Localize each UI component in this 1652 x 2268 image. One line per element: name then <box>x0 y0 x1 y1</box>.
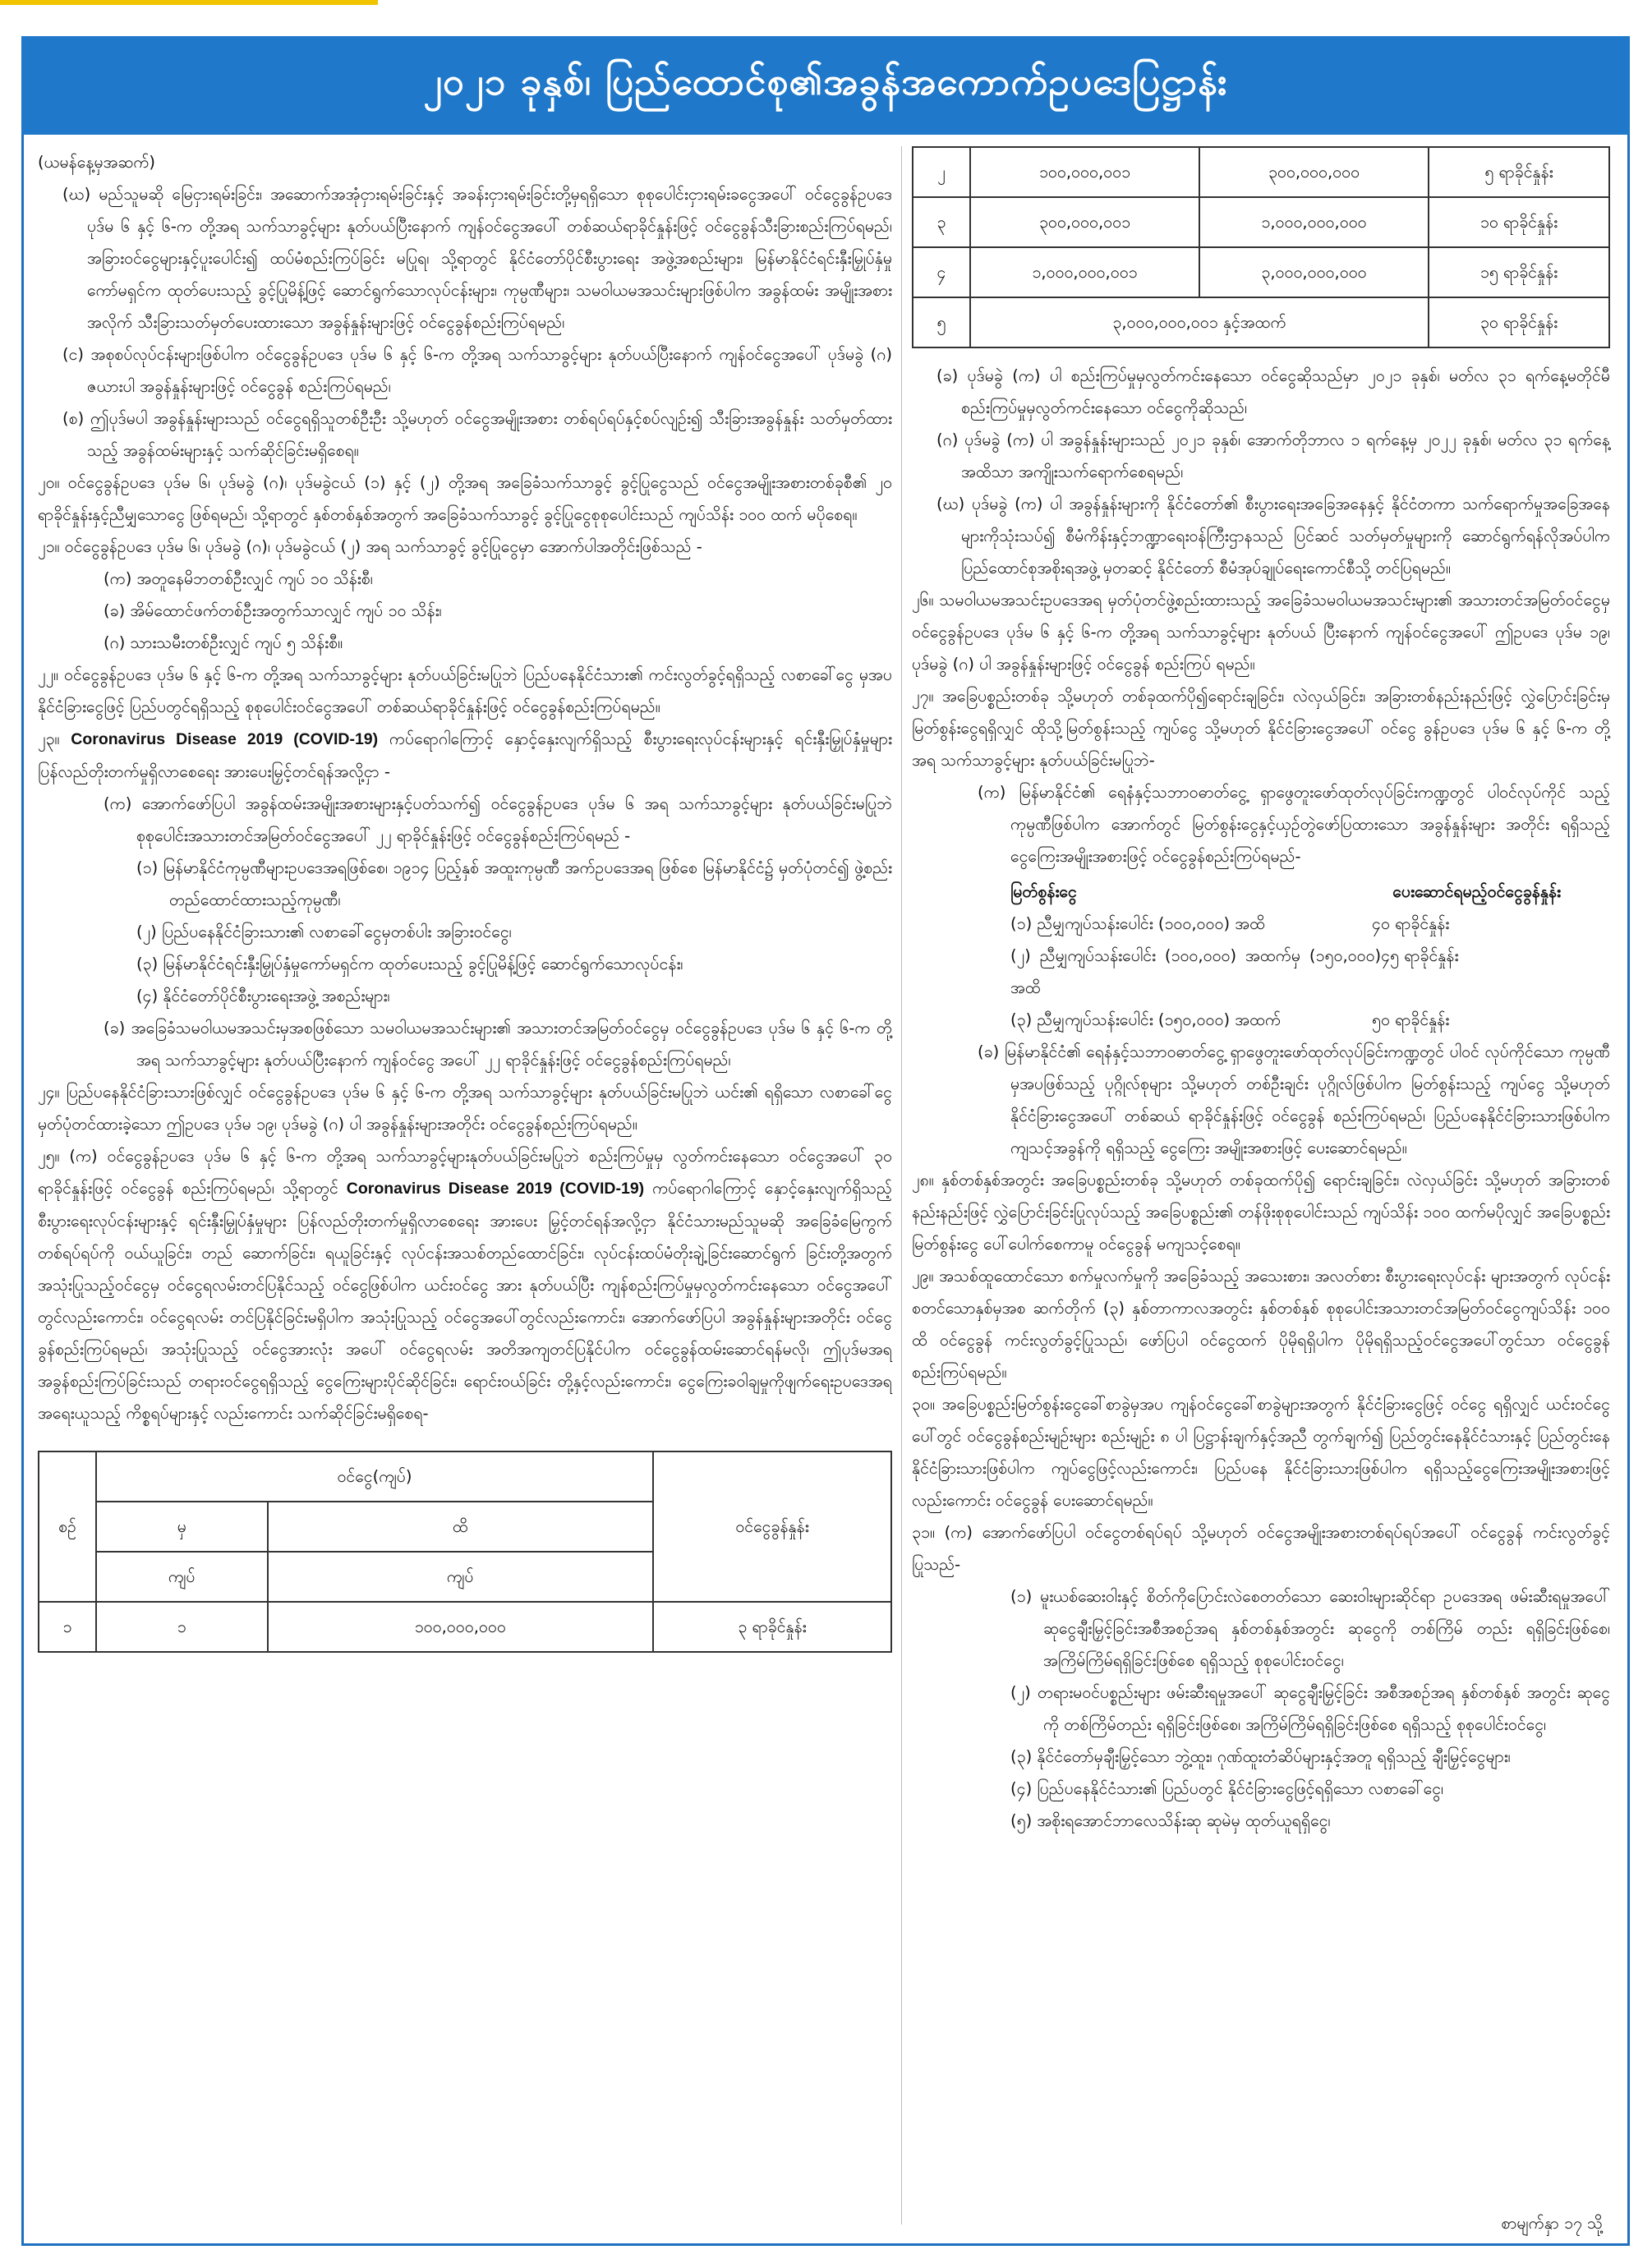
rate-range: (၂) ညီမျှကျပ်သန်းပေါင်း (၁၀၀,၀၀၀) အထက်မှ (၁၅၀,၀၀၀) အထိ <box>1010 946 1382 997</box>
table-header-to: ထိ <box>268 1502 653 1552</box>
para-sa: (စ) ဤပုဒ်မပါ အခွန်နှုန်းများသည် ဝင်ငွေရရှိသူတစ်ဦးဦး သို့မဟုတ် ဝင်ငွေအမျိုးအစား တစ်ရပ်ရပ်နှင့်စပ်လျဉ်း၍ သီးခြားအခွန်နှုန်း သတ်မှတ်ထားသည့် အခွန်ထမ်းများနှင့် သက်ဆိုင်ခြင်းမရှိစေရ။ <box>62 409 892 460</box>
section-31-1: (၁) မူးယစ်ဆေးဝါးနှင့် စိတ်ကိုပြောင်းလဲစေတတ်သော ဆေးဝါးများဆိုင်ရာ ဥပဒေအရ ဖမ်းဆီးရမှုအပေါ် ဆုငွေချီးမြှင့်ခြင်းအစီအစဉ်အရ နှစ်တစ်နှစ်အတွင်း ဆုငွေကို တစ်ကြိမ် တည်း ရရှိခြင်းဖြစ်စေ၊ အကြိမ်ကြိမ်ရရှိခြင်းဖြစ်စေ ရရှိသည့် စုစုပေါင်းဝင်ငွေ၊ <box>1010 1587 1610 1670</box>
section-31-2: (၂) တရားမဝင်ပစ္စည်းများ ဖမ်းဆီးရမှုအပေါ် ဆုငွေချီးမြှင့်ခြင်း အစီအစဉ်အရ နှစ်တစ်နှစ် အတွင်း ဆုငွေကို တစ်ကြိမ်တည်း ရရှိခြင်းဖြစ်စေ၊ အကြိမ်ကြိမ်ရရှိခြင်းဖြစ်စေ ရရှိသည့် စုစုပေါင်းဝင်ငွေ၊ <box>1010 1683 1610 1734</box>
rate-head-right: ပေးဆောင်ရမည့်ဝင်ငွေခွန်နှုန်း <box>1392 882 1561 901</box>
table-cell: ၁၀၀,၀၀၀,၀၀၀ <box>268 1602 653 1652</box>
table-cell: ၃,၀၀၀,၀၀၀,၀၀၀ <box>1199 247 1429 297</box>
para-gha: (ဃ) မည်သူမဆို မြေငှားရမ်းခြင်း၊ အဆောက်အအုံငှားရမ်းခြင်းနှင့် အခန်းငှားရမ်းခြင်းတို့မှရရှိသော စုစုပေါင်းငှားရမ်းခငွေအပေါ် ဝင်ငွေခွန်ဥပဒေ ပုဒ်မ ၆ နှင့် ၆-က တို့အရ သက်သာခွင့်များ နုတ်ပယ်ပြီးနောက် ကျန်ဝင်ငွေအပေါ် တစ်ဆယ်ရာခိုင်နှုန်းဖြင့် ဝင်ငွေခွန်သီးခြားစည်းကြပ်ရမည်၊ အခြားဝင်ငွေများနှင့်ပူးပေါင်း၍ ထပ်မံစည်းကြပ်ခြင်း မပြုရ၊ သို့ရာတွင် နိုင်ငံတော်ပိုင်စီးပွားရေး အဖွဲ့အစည်းများ၊ မြန်မာနိုင်ငံရင်းနှီးမြှုပ်နှံမှုကော်မရှင်က ထုတ်ပေးသည့် ခွင့်ပြုမိန့်ဖြင့် ဆောင်ရွက်သောလုပ်ငန်းများ၊ ကုမ္ပဏီများ၊ သမဝါယမအသင်းများဖြစ်ပါက အခွန်ထမ်း အမျိုးအစားအလိုက် သီးခြားသတ်မှတ်ပေးထားသော အခွန်နှုန်းများဖြင့် ဝင်ငွေခွန်စည်းကြပ်ရမည်၊ <box>62 185 892 332</box>
section-23-ka-4: (၄) နိုင်ငံတော်ပိုင်စီးပွားရေးအဖွဲ့ အစည်းများ၊ <box>136 987 390 1005</box>
column-divider <box>901 146 902 2224</box>
rate-table-head <box>912 876 1610 908</box>
table-cell: ၃၀၀,၀၀၀,၀၀၀ <box>1199 147 1429 197</box>
section-29: ၂၉။ အသစ်ထူထောင်သော စက်မှုလက်မှုကို အခြေခံသည့် အသေးစား၊ အလတ်စား စီးပွားရေးလုပ်ငန်း များအတွက် လုပ်ငန်းစတင်သောနှစ်မှအစ ဆက်တိုက် (၃) နှစ်တာကာလအတွင်း နှစ်တစ်နှစ် စုစုပေါင်းအသားတင်အမြတ်ဝင်ငွေကျပ်သိန်း ၁၀၀ ထိ ဝင်ငွေခွန် ကင်းလွတ်ခွင့်ပြုသည်၊ ဖော်ပြပါ ဝင်ငွေထက် ပိုမိုရရှိပါက ပိုမိုရရှိသည့်ဝင်ငွေအပေါ်တွင်သာ ဝင်ငွေခွန်စည်းကြပ်ရမည်။ <box>912 1267 1610 1382</box>
rate-range: (၃) ညီမျှကျပ်သန်းပေါင်း (၁၅၀,၀၀၀) အထက် <box>1010 1010 1282 1029</box>
section-23 <box>38 723 892 788</box>
tax-table-head <box>38 1451 892 1653</box>
tax-table-cont <box>912 146 1610 348</box>
section-21-ga: (ဂ) သားသမီးတစ်ဦးလျှင် ကျပ် ၅ သိန်းစီ။ <box>104 633 343 652</box>
section-23-ka-3: (၃) မြန်မာနိုင်ငံရင်းနှီးမြှုပ်နှံမှုကော်မရှင်က ထုတ်ပေးသည့် ခွင့်ပြုမိန့်ဖြင့် ဆောင်ရွက်သောလုပ်ငန်း၊ <box>136 955 683 973</box>
para-nga: (င) အစုစပ်လုပ်ငန်းများဖြစ်ပါက ဝင်ငွေခွန်ဥပဒေ ပုဒ်မ ၆ နှင့် ၆-က တို့အရ သက်သာခွင့်များ နုတ်ပယ်ပြီးနောက် ကျန်ဝင်ငွေအပေါ် ပုဒ်မခွဲ (ဂ) ဇယားပါ အခွန်နှုန်းများဖြင့် ဝင်ငွေခွန် စည်းကြပ်ရမည်၊ <box>62 345 892 396</box>
table-header-income: ဝင်ငွေ(ကျပ်) <box>96 1451 653 1502</box>
rate-range: (၁) ညီမျှကျပ်သန်းပေါင်း (၁၀၀,၀၀၀) အထိ <box>1010 914 1266 933</box>
section-30: ၃၀။ အခြေပစ္စည်းမြတ်စွန်းငွေခေါ်စာခွဲမှအပ ကျန်ဝင်ငွေခေါ်စာခွဲများအတွက် နိုင်ငံခြားငွေဖြင့် ဝင်ငွေ ရရှိလျှင် ယင်းဝင်ငွေပေါ်တွင် ဝင်ငွေခွန်စည်းမျဉ်းများ စည်းမျဉ်း ၈ ပါ ပြဋ္ဌာန်းချက်နှင့်အညီ တွက်ချက်၍ ပြည်တွင်းနေနိုင်ငံသားနှင့် ပြည်တွင်းနေနိုင်ငံခြားသားဖြစ်ပါက ကျပ်ငွေဖြင့်လည်းကောင်း၊ ပြည်ပနေ နိုင်ငံခြားသားဖြစ်ပါက ရရှိသည့်ငွေကြေးအမျိုးအစားဖြင့်လည်းကောင်း ဝင်ငွေခွန် ပေးဆောင်ရမည်။ <box>912 1395 1610 1510</box>
page-continuation-note: စာမျက်နှာ ၁၇ သို့ <box>1501 2214 1603 2233</box>
table-row <box>913 247 1609 297</box>
table-cell: ၃,၀၀၀,၀၀၀,၀၀၁ နှင့်အထက် <box>970 297 1429 347</box>
section-31-3: (၃) နိုင်ငံတော်မှချီးမြှင့်သော ဘွဲ့ထူး၊ ဂုဏ်ထူးတံဆိပ်များနှင့်အတူ ရရှိသည့် ချီးမြှင့်ငွေများ၊ <box>1010 1747 1511 1766</box>
section-23-ka-2: (၂) ပြည်ပနေနိုင်ငံခြားသား၏ လစာခေါ်ငွေမှတစ်ပါး အခြားဝင်ငွေ၊ <box>136 922 512 941</box>
covid-term-2: Coronavirus Disease 2019 (COVID-19) <box>346 1180 645 1198</box>
rate-row <box>912 908 1610 940</box>
section-25-text-cont: ကပ်ရောဂါကြောင့် နှောင့်နှေးလျက်ရှိသည့် စီးပွားရေးလုပ်ငန်းများနှင့် ရင်းနှီးမြှုပ်နှံမှုများ ပြန်လည်တိုးတက်မှုရှိလာစေရေး အားပေး မြှင့်တင်ရန်အလို့ငှာ နိုင်ငံသားမည်သူမဆို အခြေခံမြေကွက်တစ်ရပ်ရပ်ကို ဝယ်ယူခြင်း၊ တည် ဆောက်ခြင်း၊ ရယူခြင်းနှင့် လုပ်ငန်းအသစ်တည်ထောင်ခြင်း၊ လုပ်ငန်းထပ်မံတိုးချဲ့ခြင်းဆောင်ရွက် ခြင်းတို့အတွက် အသုံးပြုသည့်ဝင်ငွေမှ ဝင်ငွေရလမ်းတင်ပြနိုင်သည့် ဝင်ငွေဖြစ်ပါက ယင်းဝင်ငွေ အား နုတ်ပယ်ပြီး ကျန်စည်းကြပ်မှုမှလွတ်ကင်းနေသော ဝင်ငွေအပေါ်တွင်လည်းကောင်း၊ ဝင်ငွေရလမ်း တင်ပြနိုင်ခြင်းမရှိပါက အသုံးပြုသည့် ဝင်ငွေအပေါ်တွင်လည်းကောင်း၊ အောက်ဖော်ပြပါ အခွန်နှုန်းများအတိုင်း ဝင်ငွေခွန်စည်းကြပ်ရမည်၊ အသုံးပြုသည့် ဝင်ငွေအားလုံး အပေါ် ဝင်ငွေရလမ်း အတိအကျတင်ပြနိုင်ပါက ဝင်ငွေခွန်ထမ်းဆောင်ရန်မလို၊ ဤပုဒ်မအရ အခွန်စည်းကြပ်ခြင်းသည် တရားဝင်ငွေရရှိသည့် ငွေကြေးများပိုင်ဆိုင်ခြင်း၊ ရောင်းဝယ်ခြင်း တို့နှင့်လည်းကောင်း၊ ငွေကြေးခဝါချမှုကိုဖျက်ရေးဥပဒေအရ အရေးယူသည့် ကိစ္စရပ်များနှင့် လည်းကောင်း သက်ဆိုင်ခြင်းမရှိစေရ- <box>38 1179 892 1423</box>
rate-row <box>912 940 1610 1004</box>
table-header-serial: စဉ် <box>39 1451 96 1602</box>
para-25-gha: (ဃ) ပုဒ်မခွဲ (က) ပါ အခွန်နှုန်းများကို နိုင်ငံတော်၏ စီးပွားရေးအခြေအနေနှင့် နိုင်ငံတကာ သက်ရောက်မှုအခြေအနေများကိုသုံးသပ်၍ စီမံကိန်းနှင့်ဘဏ္ဍာရေးဝန်ကြီးဌာနသည် ပြင်ဆင် သတ်မှတ်မှုများကို ဆောင်ရွက်ရန်လိုအပ်ပါက ပြည်ထောင်စုအစိုးရအဖွဲ့ မှတဆင့် နိုင်ငံတော် စီမံအုပ်ချုပ်ရေးကောင်စီသို့ တင်ပြရမည်။ <box>936 495 1610 577</box>
table-cell: ၃ ရာခိုင်နှုန်း <box>653 1602 891 1652</box>
section-20: ၂၀။ ဝင်ငွေခွန်ဥပဒေ ပုဒ်မ ၆၊ ပုဒ်မခွဲ (ဂ)၊ ပုဒ်မခွဲငယ် (၁) နှင့် (၂) တို့အရ အခြေခံသက်သာခွင့် ခွင့်ပြုငွေသည် ဝင်ငွေအမျိုးအစားတစ်ခုစီ၏ ၂၀ ရာခိုင်နှုန်းနှင့်ညီမျှသောငွေ ဖြစ်ရမည်၊ သို့ရာတွင် နှစ်တစ်နှစ်အတွက် အခြေခံသက်သာခွင့် ခွင့်ပြုငွေစုစုပေါင်းသည် ကျပ်သိန်း ၁၀၀ ထက် မပိုစေရ။ <box>38 473 892 524</box>
table-cell: ၁,၀၀၀,၀၀၀,၀၀၀ <box>1199 197 1429 247</box>
section-26: ၂၆။ သမဝါယမအသင်းဥပဒေအရ မှတ်ပုံတင်ဖွဲ့စည်းထားသည့် အခြေခံသမဝါယမအသင်းများ၏ အသားတင်အမြတ်ဝင်ငွေမှ ဝင်ငွေခွန်ဥပဒေ ပုဒ်မ ၆ နှင့် ၆-က တို့အရ သက်သာခွင့်များ နုတ်ပယ် ပြီးနောက် ကျန်ဝင်ငွေအပေါ် ဤဥပဒေ ပုဒ်မ ၁၉၊ ပုဒ်မခွဲ (ဂ) ပါ အခွန်နှုန်းများဖြင့် ဝင်ငွေခွန် စည်းကြပ် ရမည်။ <box>912 591 1610 674</box>
table-cell: ၃၀၀,၀၀၀,၀၀၁ <box>970 197 1199 247</box>
para-25-kha: (ခ) ပုဒ်မခွဲ (က) ပါ စည်းကြပ်မှုမှလွတ်ကင်းနေသော ဝင်ငွေဆိုသည်မှာ ၂၀၂၁ ခုနှစ်၊ မတ်လ ၃၁ ရက်နေ့မတိုင်မီ စည်းကြပ်မှုမှလွတ်ကင်းနေသော ဝင်ငွေကိုဆိုသည်၊ <box>936 366 1610 417</box>
table-unit-from: ကျပ် <box>96 1552 268 1602</box>
rate-value: ၄၀ ရာခိုင်နှုန်း <box>1372 914 1450 933</box>
section-31-4: (၄) ပြည်ပနေနိုင်ငံသား၏ ပြည်ပတွင် နိုင်ငံခြားငွေဖြင့်ရရှိသော လစာခေါ်ငွေ၊ <box>1010 1779 1444 1798</box>
section-31-5: (၅) အစိုးရအောင်ဘာလေသိန်းဆု ဆုမဲမှ ထုတ်ယူရရှိငွေ၊ <box>1010 1811 1331 1830</box>
section-25-text: ၂၅။ (က) ဝင်ငွေခွန်ဥပဒေ ပုဒ်မ ၆ နှင့် ၆-က တို့အရ သက်သာခွင့်များနုတ်ပယ်ခြင်းမပြုဘဲ စည်းကြပ်မှုမှ လွတ်ကင်းနေသော ဝင်ငွေအပေါ် ၃၀ ရာခိုင်နှုန်းဖြင့် ဝင်ငွေခွန် စည်းကြပ်ရမည်၊ သို့ရာတွင် <box>38 1147 892 1198</box>
section-23-kha: (ခ) အခြေခံသမဝါယမအသင်းမှအစဖြစ်သော သမဝါယမအသင်းများ၏ အသားတင်အမြတ်ဝင်ငွေမှ ဝင်ငွေခွန်ဥပဒေ ပုဒ်မ ၆ နှင့် ၆-က တို့အရ သက်သာခွင့်များ နုတ်ပယ်ပြီးနောက် ကျန်ဝင်ငွေ အပေါ် ၂၂ ရာခိုင်နှုန်းဖြင့် ဝင်ငွေခွန်စည်းကြပ်ရမည်၊ <box>104 1019 892 1070</box>
rate-value: ၄၅ ရာခိုင်နှုန်း <box>1381 946 1459 965</box>
table-row <box>913 197 1609 247</box>
section-21-kha: (ခ) အိမ်ထောင်ဖက်တစ်ဦးအတွက်သာလျှင် ကျပ် ၁၀ သိန်း၊ <box>104 601 442 620</box>
table-cell: ၅ ရာခိုင်နှုန်း <box>1429 147 1609 197</box>
rate-row <box>912 1004 1610 1036</box>
section-21-ka: (က) အတူနေမိဘတစ်ဦးလျှင် ကျပ် ၁၀ သိန်းစီ၊ <box>104 569 373 588</box>
page-title: ၂၀၂၁ ခုနှစ်၊ ပြည်ထောင်စု၏အခွန်အကောက်ဥပဒေပြဋ္ဌာန်း <box>21 36 1630 135</box>
table-cell: ၁,၀၀၀,၀၀၀,၀၀၁ <box>970 247 1199 297</box>
section-24: ၂၄။ ပြည်ပနေနိုင်ငံခြားသားဖြစ်လျှင် ဝင်ငွေခွန်ဥပဒေ ပုဒ်မ ၆ နှင့် ၆-က တို့အရ သက်သာခွင့်များ နုတ်ပယ်ခြင်းမပြုဘဲ ယင်း၏ ရရှိသော လစာခေါ်ငွေမှတ်ပုံတင်ထားခဲ့သော ဤဥပဒေ ပုဒ်မ ၁၉၊ ပုဒ်မခွဲ (ဂ) ပါ အခွန်နှုန်းများအတိုင်း ဝင်ငွေခွန်စည်းကြပ်ရမည်။ <box>38 1083 892 1134</box>
table-cell: ၁၀ ရာခိုင်နှုန်း <box>1429 197 1609 247</box>
section-25 <box>38 1140 892 1429</box>
section-21: ၂၁။ ဝင်ငွေခွန်ဥပဒေ ပုဒ်မ ၆၊ ပုဒ်မခွဲ (ဂ)၊ ပုဒ်မခွဲငယ် (၂) အရ သက်သာခွင့် ခွင့်ပြုငွေမှာ အောက်ပါအတိုင်းဖြစ်သည် - <box>38 537 702 556</box>
table-cell: ၅ <box>913 297 970 347</box>
section-23-text: ကပ်ရောဂါကြောင့် နှောင့်နှေးလျက်ရှိသည့် စီးပွားရေးလုပ်ငန်းများနှင့် ရင်းနှီးမြှုပ်နှံမှုများ ပြန်လည်တိုးတက်မှုရှိလာစေရေး အားပေးမြှင့်တင်ရန်အလို့ငှာ - <box>38 729 892 781</box>
table-cell: ၃၀ ရာခိုင်နှုန်း <box>1429 297 1609 347</box>
section-23-ka: (က) အောက်ဖော်ပြပါ အခွန်ထမ်းအမျိုးအစားများနှင့်ပတ်သက်၍ ဝင်ငွေခွန်ဥပဒေ ပုဒ်မ ၆ အရ သက်သာခွင့်များ နုတ်ပယ်ခြင်းမပြုဘဲ စုစုပေါင်းအသားတင်အမြတ်ဝင်ငွေအပေါ် ၂၂ ရာခိုင်နှုန်းဖြင့် ဝင်ငွေခွန်စည်းကြပ်ရမည် - <box>104 794 892 845</box>
table-cell: ၁ <box>39 1602 96 1652</box>
section-23-number: ၂၃။ <box>38 729 71 748</box>
section-27-kha: (ခ) မြန်မာနိုင်ငံ၏ ရေနံနှင့်သဘာဝဓာတ်ငွေ့ ရှာဖွေတူးဖော်ထုတ်လုပ်ခြင်းကဏ္ဍတွင် ပါဝင် လုပ်ကိုင်သော ကုမ္ပဏီမှအပဖြစ်သည့် ပုဂ္ဂိုလ်စုများ သို့မဟုတ် တစ်ဦးချင်း ပုဂ္ဂိုလ်ဖြစ်ပါက မြတ်စွန်းသည့် ကျပ်ငွေ သို့မဟုတ် နိုင်ငံခြားငွေအပေါ် တစ်ဆယ် ရာခိုင်နှုန်းဖြင့် ဝင်ငွေခွန် စည်းကြပ်ရမည်၊ ပြည်ပနေနိုင်ငံခြားသားဖြစ်ပါက ကျသင့်အခွန်ကို ရရှိသည့် ငွေကြေး အမျိုးအစားဖြင့် ပေးဆောင်ရမည်။ <box>978 1042 1610 1157</box>
left-column <box>38 146 892 1653</box>
rate-value: ၅၀ ရာခိုင်နှုန်း <box>1372 1010 1450 1029</box>
covid-term: Coronavirus Disease 2019 (COVID-19) <box>71 730 379 748</box>
top-accent-line <box>0 0 378 5</box>
table-cell: ၁၅ ရာခိုင်နှုန်း <box>1429 247 1609 297</box>
para-25-ga: (ဂ) ပုဒ်မခွဲ (က) ပါ အခွန်နှုန်းများသည် ၂၀၂၁ ခုနှစ်၊ အောက်တိုဘာလ ၁ ရက်နေ့မှ ၂၀၂၂ ခုနှစ်၊ မတ်လ ၃၁ ရက်နေ့အထိသာ အကျိုးသက်ရောက်စေရမည်၊ <box>936 430 1610 481</box>
section-27-ka: (က) မြန်မာနိုင်ငံ၏ ရေနံနှင့်သဘာဝဓာတ်ငွေ့ ရှာဖွေတူးဖော်ထုတ်လုပ်ခြင်းကဏ္ဍတွင် ပါဝင်လုပ်ကိုင် သည့် ကုမ္ပဏီဖြစ်ပါက အောက်တွင် မြတ်စွန်းငွေနှင့်ယှဉ်တွဲဖော်ပြထားသော အခွန်နှုန်းများ အတိုင်း ရရှိသည့်ငွေကြေးအမျိုးအစားဖြင့် ဝင်ငွေခွန်စည်းကြပ်ရမည်- <box>978 783 1610 866</box>
section-23-ka-1: (၁) မြန်မာနိုင်ငံကုမ္ပဏီများဥပဒေအရဖြစ်စေ၊ ၁၉၁၄ ပြည့်နှစ် အထူးကုမ္ပဏီ အက်ဥပဒေအရ ဖြစ်စေ မြန်မာနိုင်ငံ၌ မှတ်ပုံတင်၍ ဖွဲ့စည်းတည်ထောင်ထားသည့်ကုမ္ပဏီ၊ <box>136 858 892 909</box>
section-28: ၂၈။ နှစ်တစ်နှစ်အတွင်း အခြေပစ္စည်းတစ်ခု သို့မဟုတ် တစ်ခုထက်ပို၍ ရောင်းချခြင်း၊ လဲလှယ်ခြင်း သို့မဟုတ် အခြားတစ်နည်းနည်းဖြင့် လွှဲပြောင်းခြင်းပြုလုပ်သည့် အခြေပစ္စည်း၏ တန်ဖိုးစုစုပေါင်းသည် ကျပ်သိန်း ၁၀၀ ထက်မပိုလျှင် အခြေပစ္စည်းမြတ်စွန်းငွေ ပေါ်ပေါက်စေကာမူ ဝင်ငွေခွန် မကျသင့်စေရ။ <box>912 1171 1610 1254</box>
table-unit-to: ကျပ် <box>268 1552 653 1602</box>
table-header-from: မှ <box>96 1502 268 1552</box>
section-31: ၃၁။ (က) အောက်ဖော်ပြပါ ဝင်ငွေတစ်ရပ်ရပ် သို့မဟုတ် ဝင်ငွေအမျိုးအစားတစ်ရပ်ရပ်အပေါ် ဝင်ငွေခွန် ကင်းလွတ်ခွင့်ပြုသည်- <box>912 1523 1610 1574</box>
section-22: ၂၂။ ဝင်ငွေခွန်ဥပဒေ ပုဒ်မ ၆ နှင့် ၆-က တို့အရ သက်သာခွင့်များ နုတ်ပယ်ခြင်းမပြုဘဲ ပြည်ပနေနိုင်ငံသား၏ ကင်းလွတ်ခွင့်ရရှိသည့် လစာခေါ်ငွေ မှအပ နိုင်ငံခြားငွေဖြင့် ပြည်ပတွင်ရရှိသည့် စုစုပေါင်းဝင်ငွေအပေါ် တစ်ဆယ်ရာခိုင်နှုန်းဖြင့် ဝင်ငွေခွန်စည်းကြပ်ရမည်။ <box>38 665 892 716</box>
table-cell: ၄ <box>913 247 970 297</box>
right-column <box>912 146 1610 1837</box>
table-cell: ၂ <box>913 147 970 197</box>
table-header-rate: ဝင်ငွေခွန်နှုန်း <box>653 1451 891 1602</box>
table-cell: ၃ <box>913 197 970 247</box>
continued-note: (ယမန်နေ့မှအဆက်) <box>38 153 156 172</box>
table-row <box>913 147 1609 197</box>
rate-head-left: မြတ်စွန်းငွေ <box>1010 882 1077 901</box>
section-27: ၂၇။ အခြေပစ္စည်းတစ်ခု သို့မဟုတ် တစ်ခုထက်ပို၍ရောင်းချခြင်း၊ လဲလှယ်ခြင်း၊ အခြားတစ်နည်းနည်းဖြင့် လွှဲပြောင်းခြင်းမှ မြတ်စွန်းငွေရရှိလျှင် ထိုသို့မြတ်စွန်းသည့် ကျပ်ငွေ သို့မဟုတ် နိုင်ငံခြားငွေအပေါ် ဝင်ငွေ ခွန်ဥပဒေ ပုဒ်မ ၆ နှင့် ၆-က တို့အရ သက်သာခွင့်များ နုတ်ပယ်ခြင်းမပြုဘဲ- <box>912 687 1610 770</box>
table-cell: ၁ <box>96 1602 268 1652</box>
table-cell: ၁၀၀,၀၀၀,၀၀၁ <box>970 147 1199 197</box>
table-row <box>39 1602 891 1652</box>
table-row <box>913 297 1609 347</box>
